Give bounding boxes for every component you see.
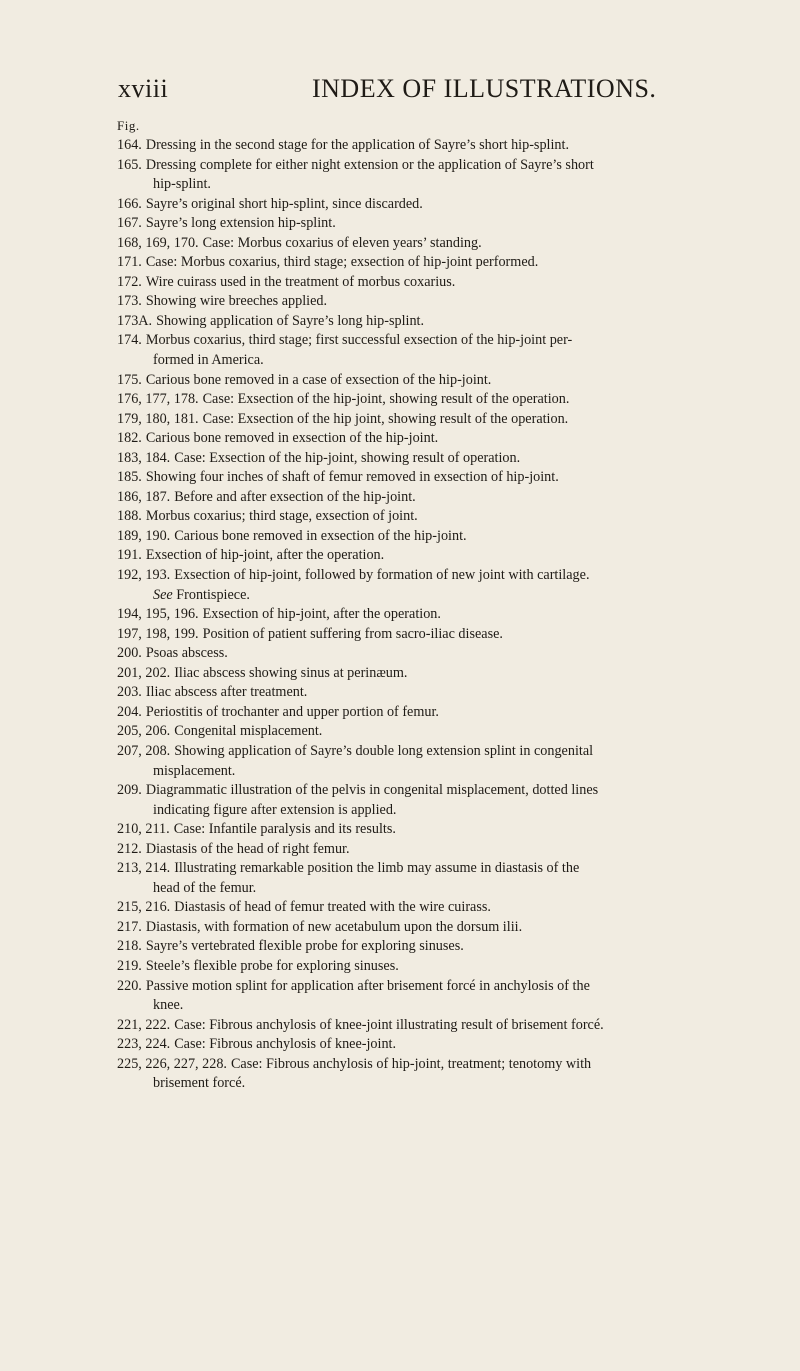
index-entry: [117, 292, 717, 312]
entry-caption: Steele’s flexible probe for exploring sinuses.: [145, 957, 399, 974]
fig-column-label: Fig.: [117, 118, 140, 133]
index-entry: [117, 527, 717, 547]
index-entry: [117, 1055, 717, 1094]
index-entry: [117, 410, 717, 430]
entry-caption: Showing four inches of shaft of femur removed in exsection of hip-joint.: [145, 469, 559, 486]
index-entry: [117, 781, 717, 820]
figure-number: 207, 208.: [117, 742, 171, 759]
index-entry: [117, 977, 717, 1016]
see-label: See: [153, 586, 173, 603]
entry-caption: Psoas abscess.: [145, 645, 228, 662]
figure-number: 223, 224.: [117, 1036, 171, 1053]
index-entry: [117, 156, 717, 195]
entry-caption: Periostitis of trochanter and upper portion of femur.: [145, 703, 439, 720]
index-entry: [117, 312, 717, 332]
entry-caption: Showing wire breeches applied.: [145, 293, 328, 310]
entry-caption-continued: formed in America.: [153, 352, 264, 369]
figure-number: 204.: [117, 703, 142, 720]
entry-caption: Sayre’s vertebrated flexible probe for exploring sinuses.: [145, 938, 464, 955]
figure-number: 171.: [117, 254, 142, 271]
entry-caption: Showing application of Sayre’s double long extension splint in congenital: [174, 742, 594, 759]
figure-number: 203.: [117, 684, 142, 701]
cross-reference: [153, 586, 717, 606]
index-entry: [117, 195, 717, 215]
entry-caption: Carious bone removed in a case of exsection of the hip-joint.: [145, 371, 492, 388]
entry-caption: Congenital misplacement.: [174, 723, 323, 740]
figure-number: 167.: [117, 215, 142, 232]
entry-caption: Case: Fibrous anchylosis of knee-joint illustrating result of brisement forcé.: [174, 1016, 604, 1033]
index-entry: [117, 214, 717, 234]
figure-number: 192, 193.: [117, 567, 171, 584]
figure-number: 200.: [117, 645, 142, 662]
entry-caption-continued: misplacement.: [153, 762, 236, 779]
figure-number: 197, 198, 199.: [117, 625, 199, 642]
figure-number: 186, 187.: [117, 488, 171, 505]
figure-number: 218.: [117, 938, 142, 955]
figure-number: 188.: [117, 508, 142, 525]
entry-caption: Exsection of hip-joint, after the operation.: [202, 606, 441, 623]
index-entry: [117, 429, 717, 449]
figure-number: 172.: [117, 273, 142, 290]
figure-number: 166.: [117, 195, 142, 212]
figure-number: 215, 216.: [117, 899, 171, 916]
figure-number: 174.: [117, 332, 142, 349]
index-entry: [117, 625, 717, 645]
entry-caption: Before and after exsection of the hip-joint.: [174, 488, 416, 505]
entry-caption: Case: Exsection of the hip-joint, showing result of operation.: [174, 449, 521, 466]
figure-number: 194, 195, 196.: [117, 606, 199, 623]
figure-number: 213, 214.: [117, 860, 171, 877]
entry-caption: Iliac abscess showing sinus at perinæum.: [174, 664, 408, 681]
entry-caption: Passive motion splint for application after brisement forcé in anchylosis of the: [145, 977, 590, 994]
index-entry: [117, 449, 717, 469]
index-entry: [117, 1035, 717, 1055]
figure-number: 205, 206.: [117, 723, 171, 740]
figure-number: 179, 180, 181.: [117, 410, 199, 427]
figure-number: 219.: [117, 957, 142, 974]
index-entry: [117, 898, 717, 918]
index-entry: [117, 371, 717, 391]
entry-caption: Wire cuirass used in the treatment of morbus coxarius.: [145, 273, 456, 290]
see-target: Frontispiece.: [176, 586, 250, 603]
entry-caption: Position of patient suffering from sacro-iliac disease.: [202, 625, 503, 642]
entry-caption: Exsection of hip-joint, after the operation.: [145, 547, 385, 564]
page-number: xviii: [118, 74, 169, 103]
index-entry: [117, 918, 717, 938]
entry-caption: Diastasis of the head of right femur.: [145, 840, 350, 857]
index-entry: [117, 468, 717, 488]
index-entry: [117, 722, 717, 742]
entry-caption: Sayre’s long extension hip-splint.: [145, 215, 336, 232]
figure-number: 212.: [117, 840, 142, 857]
entry-caption: Case: Exsection of the hip-joint, showing result of the operation.: [202, 391, 570, 408]
index-entry: [117, 488, 717, 508]
entry-caption: Illustrating remarkable position the limb may assume in diastasis of the: [174, 860, 580, 877]
figure-number: 221, 222.: [117, 1016, 171, 1033]
index-entry: [117, 234, 717, 254]
index-entry: [117, 703, 717, 723]
index-entry: [117, 664, 717, 684]
entry-caption: Exsection of hip-joint, followed by formation of new joint with cartilage.: [174, 567, 590, 584]
figure-number: 173A.: [117, 312, 153, 329]
entry-caption: Case: Exsection of the hip joint, showing result of the operation.: [202, 410, 569, 427]
index-entry: [117, 136, 717, 156]
figure-number: 164.: [117, 137, 142, 153]
index-entry: [117, 390, 717, 410]
figure-number: 191.: [117, 547, 142, 564]
entry-caption: Diastasis, with formation of new acetabulum upon the dorsum ilii.: [145, 918, 523, 935]
figure-number: 183, 184.: [117, 449, 171, 466]
figure-number: 225, 226, 227, 228.: [117, 1055, 227, 1072]
figure-number: 185.: [117, 469, 142, 486]
entry-caption: Morbus coxarius; third stage, exsection of joint.: [145, 508, 418, 525]
figure-number: 176, 177, 178.: [117, 391, 199, 408]
figure-number: 189, 190.: [117, 527, 171, 544]
index-entry: [117, 1016, 717, 1036]
figure-number: 209.: [117, 782, 142, 799]
index-entry: [117, 742, 717, 781]
index-entry: [117, 331, 717, 370]
entry-caption-continued: head of the femur.: [153, 879, 257, 896]
index-entry: [117, 644, 717, 664]
figure-number: 168, 169, 170.: [117, 234, 199, 251]
entry-caption: Case: Morbus coxarius, third stage; exsection of hip-joint performed.: [145, 254, 539, 271]
figure-number: 201, 202.: [117, 664, 171, 681]
figure-number: 165.: [117, 156, 142, 173]
entry-caption: Showing application of Sayre’s long hip-splint.: [156, 312, 425, 329]
entry-caption: Case: Fibrous anchylosis of knee-joint.: [174, 1036, 397, 1053]
index-entry: [117, 605, 717, 625]
entry-caption: Case: Morbus coxarius of eleven years’ standing.: [202, 234, 482, 251]
index-entry: [117, 937, 717, 957]
page-header: [118, 74, 718, 108]
index-entry: [117, 820, 717, 840]
entry-caption-continued: brisement forcé.: [153, 1075, 246, 1092]
figure-number: 220.: [117, 977, 142, 994]
entry-caption-continued: hip-splint.: [153, 176, 211, 193]
index-entry: [117, 507, 717, 527]
entry-caption: Case: Infantile paralysis and its results.: [173, 821, 396, 838]
entry-caption: Diagrammatic illustration of the pelvis in congenital misplacement, dotted lines: [145, 782, 599, 799]
entry-caption: Iliac abscess after treatment.: [145, 684, 308, 701]
index-entry: [117, 566, 717, 605]
index-entry: [117, 859, 717, 898]
entry-caption: Dressing in the second stage for the application of Sayre’s short hip-splint.: [145, 137, 570, 153]
index-entry: [117, 546, 717, 566]
entry-caption-continued: knee.: [153, 997, 184, 1014]
entry-caption: Morbus coxarius, third stage; first successful exsection of the hip-joint per-: [145, 332, 573, 349]
entry-caption: Case: Fibrous anchylosis of hip-joint, treatment; tenotomy with: [230, 1055, 592, 1072]
illustration-index-list: [117, 136, 717, 1094]
index-entry: [117, 253, 717, 273]
entry-caption: Sayre’s original short hip-splint, since discarded.: [145, 195, 423, 212]
figure-number: 173.: [117, 293, 142, 310]
index-entry: [117, 840, 717, 860]
figure-number: 175.: [117, 371, 142, 388]
index-entry: [117, 273, 717, 293]
entry-caption: Dressing complete for either night extension or the application of Sayre’s short: [145, 156, 594, 173]
running-title: INDEX OF ILLUSTRATIONS.: [312, 74, 657, 103]
figure-number: 217.: [117, 918, 142, 935]
entry-caption: Carious bone removed in exsection of the hip-joint.: [145, 430, 439, 447]
entry-caption-continued: indicating figure after extension is applied.: [153, 801, 397, 818]
entry-caption: Diastasis of head of femur treated with the wire cuirass.: [174, 899, 491, 916]
index-entry: [117, 683, 717, 703]
entry-caption: Carious bone removed in exsection of the hip-joint.: [174, 527, 467, 544]
figure-number: 182.: [117, 430, 142, 447]
figure-number: 210, 211.: [117, 821, 170, 838]
index-entry: [117, 957, 717, 977]
